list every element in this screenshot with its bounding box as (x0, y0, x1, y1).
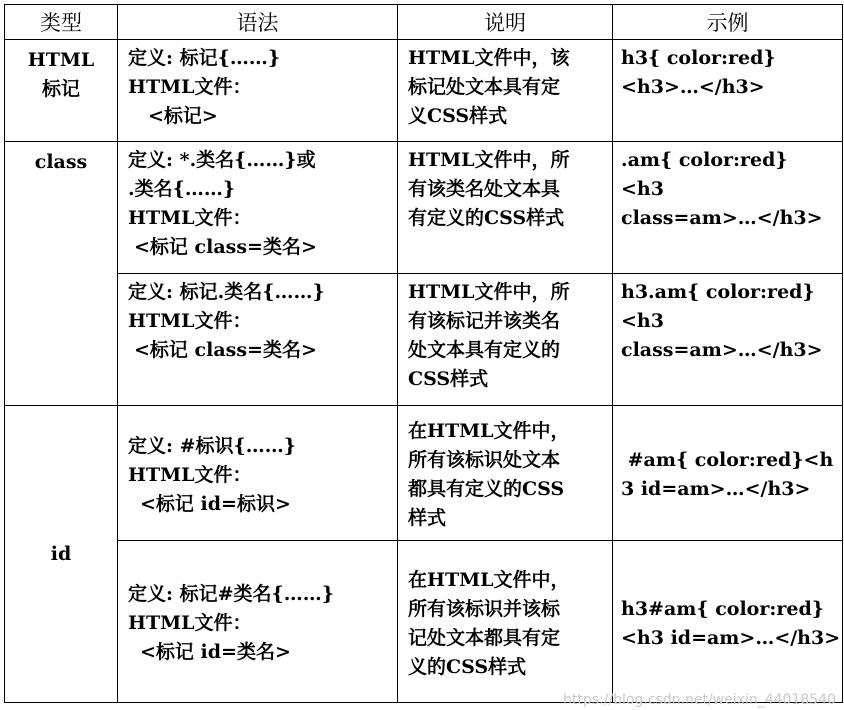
syntax-line: HTML文件： (128, 76, 252, 98)
description-line: HTML文件中，所 (408, 149, 570, 171)
type-text: id (50, 542, 72, 565)
syntax-line: HTML文件： (128, 463, 252, 486)
description-line: 标记处文本具有定 (408, 76, 561, 98)
description-cell (398, 274, 613, 406)
table-row (5, 274, 843, 406)
watermark: https://blog.csdn.net/weixin_44018540 (562, 692, 836, 708)
example-cell (613, 541, 843, 703)
example-line: .am{ color:red} (621, 149, 788, 171)
syntax-cell (118, 541, 398, 703)
example-line: h3{ color:red} (621, 47, 776, 69)
type-cell (5, 142, 118, 406)
header-type: 类型 (5, 5, 118, 40)
description-line: 有该类名处文本具 (408, 178, 561, 200)
syntax-line: 定义: #标识{……} (128, 434, 296, 457)
description-line: 记处文本都具有定 (408, 626, 561, 649)
syntax-line: HTML文件： (128, 612, 252, 634)
example-line: #am{ color:red}<h (621, 449, 834, 471)
example-cell (613, 142, 843, 274)
description-line: 所有该标识处文本 (408, 449, 561, 471)
description-line: HTML文件中，该 (408, 47, 570, 69)
example-cell (613, 274, 843, 406)
description-line: 义的CSS样式 (408, 655, 527, 678)
example-line: <h3>…</h3> (621, 76, 765, 98)
syntax-line: HTML文件： (128, 310, 252, 332)
description-cell (398, 40, 613, 142)
syntax-line: <标记 class=类名> (134, 236, 317, 258)
example-cell (613, 40, 843, 142)
type-cell (5, 406, 118, 703)
example-line: <h3 id=am>…</h3> (621, 626, 841, 649)
type-cell (5, 40, 118, 142)
description-line: 在HTML文件中， (408, 568, 570, 591)
header-row (5, 5, 843, 40)
description-line: 所有该标识并该标 (408, 597, 561, 620)
syntax-line: HTML文件： (128, 207, 252, 229)
syntax-cell (118, 274, 398, 406)
syntax-line: <标记 id=标识> (140, 492, 291, 515)
syntax-cell (118, 40, 398, 142)
type-text: class (34, 151, 88, 173)
css-selector-table (4, 4, 843, 703)
type-text: 标记 (41, 78, 80, 100)
example-line: class=am>…</h3> (621, 339, 823, 361)
table-row (5, 40, 843, 142)
syntax-line: <标记 class=类名> (134, 339, 317, 361)
syntax-line: <标记> (148, 105, 218, 127)
syntax-cell (118, 406, 398, 541)
description-line: 处文本具有定义的 (408, 339, 561, 361)
header-description: 说明 (398, 5, 613, 40)
example-line: 3 id=am>…</h3> (621, 478, 811, 500)
description-line: 有该标记并该类名 (408, 310, 561, 332)
table-row (5, 406, 843, 541)
example-line: <h3 (621, 178, 664, 200)
example-line: h3.am{ color:red} (621, 281, 815, 303)
description-cell (398, 541, 613, 703)
syntax-line: 定义: *.类名{……}或 (128, 149, 316, 171)
table-row (5, 541, 843, 703)
syntax-line: <标记 id=类名> (140, 641, 291, 663)
example-cell (613, 406, 843, 541)
header-syntax: 语法 (118, 5, 398, 40)
description-line: 义CSS样式 (408, 105, 508, 127)
syntax-line: .类名{……} (128, 178, 236, 200)
example-line: class=am>…</h3> (621, 207, 823, 229)
description-line: 有定义的CSS样式 (408, 207, 565, 229)
table-row (5, 142, 843, 274)
syntax-line: 定义: 标记{……} (128, 47, 281, 69)
description-line: HTML文件中，所 (408, 281, 570, 303)
type-text: HTML (27, 49, 95, 71)
syntax-line: 定义: 标记#类名{……} (128, 583, 334, 605)
example-line: <h3 (621, 310, 664, 332)
header-example: 示例 (613, 5, 843, 40)
description-line: 在HTML文件中， (408, 420, 570, 442)
description-line: 样式 (408, 507, 447, 529)
syntax-line: 定义: 标记.类名{……} (128, 281, 325, 303)
example-line: h3#am{ color:red} (621, 597, 824, 620)
description-line: 都具有定义的CSS (408, 478, 565, 500)
description-line: CSS样式 (408, 368, 489, 390)
description-cell (398, 406, 613, 541)
description-cell (398, 142, 613, 274)
syntax-cell (118, 142, 398, 274)
